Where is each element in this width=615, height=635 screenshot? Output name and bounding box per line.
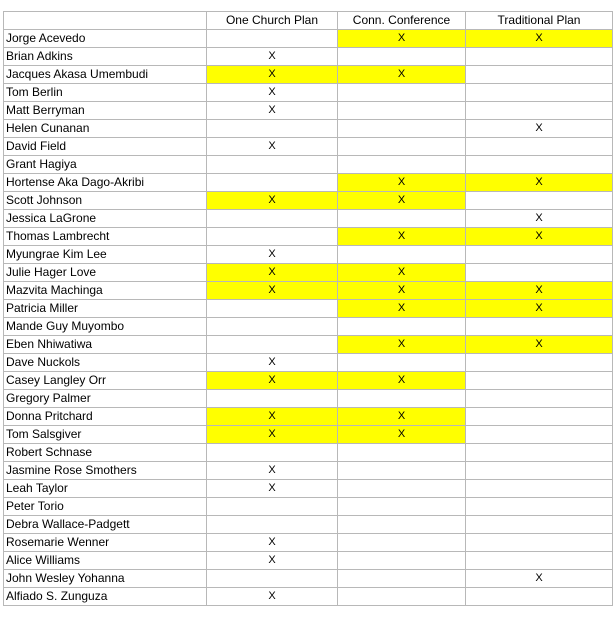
row-name-cell[interactable]: Rosemarie Wenner	[4, 534, 207, 552]
table-row	[4, 498, 613, 516]
vote-cell-traditional-plan[interactable]	[466, 498, 613, 516]
vote-cell-traditional-plan[interactable]	[466, 192, 613, 210]
row-name-cell[interactable]: Mande Guy Muyombo	[4, 318, 207, 336]
header-row	[4, 12, 613, 30]
vote-cell-traditional-plan[interactable]	[466, 48, 613, 66]
vote-cell-conn-conference[interactable]: X	[338, 282, 466, 300]
row-name-cell[interactable]: Debra Wallace-Padgett	[4, 516, 207, 534]
table-row	[4, 462, 613, 480]
vote-cell-one-church-plan[interactable]	[207, 120, 338, 138]
row-name-cell[interactable]: Helen Cunanan	[4, 120, 207, 138]
vote-cell-conn-conference[interactable]: X	[338, 426, 466, 444]
vote-cell-conn-conference[interactable]	[338, 84, 466, 102]
vote-cell-traditional-plan[interactable]	[466, 138, 613, 156]
vote-cell-one-church-plan[interactable]: X	[207, 48, 338, 66]
vote-cell-conn-conference[interactable]: X	[338, 372, 466, 390]
vote-cell-conn-conference[interactable]	[338, 210, 466, 228]
table-row	[4, 444, 613, 462]
vote-cell-conn-conference[interactable]	[338, 462, 466, 480]
vote-cell-traditional-plan[interactable]	[466, 66, 613, 84]
vote-cell-conn-conference[interactable]	[338, 246, 466, 264]
vote-cell-conn-conference[interactable]	[338, 318, 466, 336]
vote-cell-one-church-plan[interactable]: X	[207, 264, 338, 282]
vote-cell-one-church-plan[interactable]: X	[207, 246, 338, 264]
vote-cell-traditional-plan[interactable]	[466, 264, 613, 282]
vote-cell-traditional-plan[interactable]	[466, 588, 613, 606]
row-name-cell[interactable]: Grant Hagiya	[4, 156, 207, 174]
vote-cell-one-church-plan[interactable]: X	[207, 552, 338, 570]
vote-cell-conn-conference[interactable]: X	[338, 408, 466, 426]
row-name-cell[interactable]: Scott Johnson	[4, 192, 207, 210]
vote-cell-conn-conference[interactable]: X	[338, 30, 466, 48]
row-name-cell[interactable]: Brian Adkins	[4, 48, 207, 66]
vote-cell-traditional-plan[interactable]	[466, 354, 613, 372]
vote-cell-traditional-plan[interactable]	[466, 372, 613, 390]
row-name-cell[interactable]: Myungrae Kim Lee	[4, 246, 207, 264]
row-name-cell[interactable]: Jacques Akasa Umembudi	[4, 66, 207, 84]
vote-cell-conn-conference[interactable]	[338, 534, 466, 552]
vote-cell-traditional-plan[interactable]	[466, 516, 613, 534]
vote-cell-conn-conference[interactable]	[338, 570, 466, 588]
row-name-cell[interactable]: Casey Langley Orr	[4, 372, 207, 390]
vote-cell-traditional-plan[interactable]: X	[466, 282, 613, 300]
table-row	[4, 300, 613, 318]
vote-cell-traditional-plan[interactable]	[466, 408, 613, 426]
table-row	[4, 480, 613, 498]
table-row	[4, 552, 613, 570]
vote-cell-traditional-plan[interactable]	[466, 102, 613, 120]
vote-cell-traditional-plan[interactable]: X	[466, 300, 613, 318]
vote-cell-one-church-plan[interactable]: X	[207, 426, 338, 444]
table-row	[4, 534, 613, 552]
row-name-cell[interactable]: John Wesley Yohanna	[4, 570, 207, 588]
row-name-cell[interactable]: Alfiado S. Zunguza	[4, 588, 207, 606]
vote-cell-conn-conference[interactable]	[338, 354, 466, 372]
vote-cell-traditional-plan[interactable]	[466, 462, 613, 480]
vote-cell-conn-conference[interactable]	[338, 444, 466, 462]
table-row	[4, 336, 613, 354]
row-name-cell[interactable]: Jessica LaGrone	[4, 210, 207, 228]
vote-cell-conn-conference[interactable]	[338, 48, 466, 66]
row-name-cell[interactable]: David Field	[4, 138, 207, 156]
table-row	[4, 66, 613, 84]
vote-cell-one-church-plan[interactable]	[207, 498, 338, 516]
vote-cell-one-church-plan[interactable]	[207, 570, 338, 588]
table-row	[4, 174, 613, 192]
vote-cell-one-church-plan[interactable]: X	[207, 66, 338, 84]
table-row	[4, 228, 613, 246]
table-body	[4, 30, 613, 606]
vote-cell-conn-conference[interactable]: X	[338, 228, 466, 246]
table-row	[4, 372, 613, 390]
corner-cell[interactable]	[4, 12, 207, 30]
table-row	[4, 30, 613, 48]
vote-cell-conn-conference[interactable]: X	[338, 192, 466, 210]
row-name-cell[interactable]: Eben Nhiwatiwa	[4, 336, 207, 354]
vote-cell-one-church-plan[interactable]: X	[207, 480, 338, 498]
row-name-cell[interactable]: Dave Nuckols	[4, 354, 207, 372]
vote-cell-one-church-plan[interactable]	[207, 318, 338, 336]
row-name-cell[interactable]: Gregory Palmer	[4, 390, 207, 408]
vote-cell-traditional-plan[interactable]	[466, 390, 613, 408]
table-row	[4, 102, 613, 120]
vote-cell-one-church-plan[interactable]: X	[207, 372, 338, 390]
vote-cell-one-church-plan[interactable]	[207, 156, 338, 174]
spreadsheet-table	[3, 11, 613, 606]
vote-cell-one-church-plan[interactable]	[207, 300, 338, 318]
vote-cell-one-church-plan[interactable]	[207, 516, 338, 534]
vote-cell-conn-conference[interactable]	[338, 588, 466, 606]
vote-cell-conn-conference[interactable]	[338, 390, 466, 408]
row-name-cell[interactable]: Thomas Lambrecht	[4, 228, 207, 246]
vote-cell-one-church-plan[interactable]: X	[207, 138, 338, 156]
vote-cell-conn-conference[interactable]: X	[338, 66, 466, 84]
vote-cell-conn-conference[interactable]: X	[338, 336, 466, 354]
vote-cell-conn-conference[interactable]	[338, 138, 466, 156]
column-header-conn-conference[interactable]: Conn. Conference	[338, 12, 466, 30]
vote-cell-traditional-plan[interactable]	[466, 444, 613, 462]
vote-cell-one-church-plan[interactable]: X	[207, 462, 338, 480]
vote-cell-traditional-plan[interactable]	[466, 552, 613, 570]
row-name-cell[interactable]: Patricia Miller	[4, 300, 207, 318]
table-row	[4, 138, 613, 156]
vote-cell-one-church-plan[interactable]: X	[207, 354, 338, 372]
vote-cell-traditional-plan[interactable]	[466, 480, 613, 498]
table-row	[4, 48, 613, 66]
table-row	[4, 264, 613, 282]
row-name-cell[interactable]: Tom Berlin	[4, 84, 207, 102]
table-row	[4, 84, 613, 102]
table-row	[4, 426, 613, 444]
row-name-cell[interactable]: Matt Berryman	[4, 102, 207, 120]
table-row	[4, 516, 613, 534]
column-header-traditional-plan[interactable]: Traditional Plan	[466, 12, 613, 30]
row-name-cell[interactable]: Julie Hager Love	[4, 264, 207, 282]
vote-cell-traditional-plan[interactable]	[466, 156, 613, 174]
vote-cell-one-church-plan[interactable]	[207, 228, 338, 246]
table-row	[4, 282, 613, 300]
vote-cell-one-church-plan[interactable]	[207, 336, 338, 354]
table-row	[4, 318, 613, 336]
row-name-cell[interactable]: Alice Williams	[4, 552, 207, 570]
vote-cell-conn-conference[interactable]: X	[338, 300, 466, 318]
vote-cell-traditional-plan[interactable]: X	[466, 570, 613, 588]
vote-cell-traditional-plan[interactable]	[466, 318, 613, 336]
vote-cell-conn-conference[interactable]	[338, 102, 466, 120]
vote-cell-traditional-plan[interactable]: X	[466, 120, 613, 138]
vote-cell-one-church-plan[interactable]: X	[207, 102, 338, 120]
vote-cell-one-church-plan[interactable]	[207, 174, 338, 192]
vote-cell-conn-conference[interactable]: X	[338, 264, 466, 282]
vote-cell-one-church-plan[interactable]: X	[207, 408, 338, 426]
vote-cell-one-church-plan[interactable]: X	[207, 282, 338, 300]
vote-cell-conn-conference[interactable]	[338, 120, 466, 138]
vote-cell-conn-conference[interactable]	[338, 498, 466, 516]
vote-cell-one-church-plan[interactable]: X	[207, 534, 338, 552]
table-row	[4, 210, 613, 228]
row-name-cell[interactable]: Donna Pritchard	[4, 408, 207, 426]
vote-cell-one-church-plan[interactable]: X	[207, 84, 338, 102]
table-row	[4, 120, 613, 138]
table-row	[4, 408, 613, 426]
vote-cell-one-church-plan[interactable]	[207, 210, 338, 228]
table-row	[4, 588, 613, 606]
vote-cell-conn-conference[interactable]	[338, 156, 466, 174]
row-name-cell[interactable]: Jasmine Rose Smothers	[4, 462, 207, 480]
vote-cell-traditional-plan[interactable]	[466, 84, 613, 102]
table-row	[4, 246, 613, 264]
vote-cell-conn-conference[interactable]: X	[338, 174, 466, 192]
table-row	[4, 570, 613, 588]
column-header-one-church-plan[interactable]: One Church Plan	[207, 12, 338, 30]
vote-cell-one-church-plan[interactable]	[207, 30, 338, 48]
vote-cell-traditional-plan[interactable]: X	[466, 174, 613, 192]
row-name-cell[interactable]: Tom Salsgiver	[4, 426, 207, 444]
vote-cell-traditional-plan[interactable]: X	[466, 210, 613, 228]
vote-cell-traditional-plan[interactable]	[466, 246, 613, 264]
vote-cell-conn-conference[interactable]	[338, 480, 466, 498]
vote-cell-one-church-plan[interactable]	[207, 390, 338, 408]
table-row	[4, 390, 613, 408]
row-name-cell[interactable]: Leah Taylor	[4, 480, 207, 498]
vote-cell-conn-conference[interactable]	[338, 516, 466, 534]
table-row	[4, 192, 613, 210]
vote-cell-traditional-plan[interactable]: X	[466, 228, 613, 246]
table-row	[4, 156, 613, 174]
vote-cell-traditional-plan[interactable]: X	[466, 336, 613, 354]
vote-cell-one-church-plan[interactable]: X	[207, 588, 338, 606]
vote-cell-traditional-plan[interactable]: X	[466, 30, 613, 48]
row-name-cell[interactable]: Robert Schnase	[4, 444, 207, 462]
vote-cell-one-church-plan[interactable]: X	[207, 192, 338, 210]
vote-cell-conn-conference[interactable]	[338, 552, 466, 570]
vote-cell-traditional-plan[interactable]	[466, 534, 613, 552]
vote-cell-one-church-plan[interactable]	[207, 444, 338, 462]
row-name-cell[interactable]: Mazvita Machinga	[4, 282, 207, 300]
vote-cell-traditional-plan[interactable]	[466, 426, 613, 444]
row-name-cell[interactable]: Peter Torio	[4, 498, 207, 516]
table-row	[4, 354, 613, 372]
row-name-cell[interactable]: Hortense Aka Dago-Akribi	[4, 174, 207, 192]
row-name-cell[interactable]: Jorge Acevedo	[4, 30, 207, 48]
